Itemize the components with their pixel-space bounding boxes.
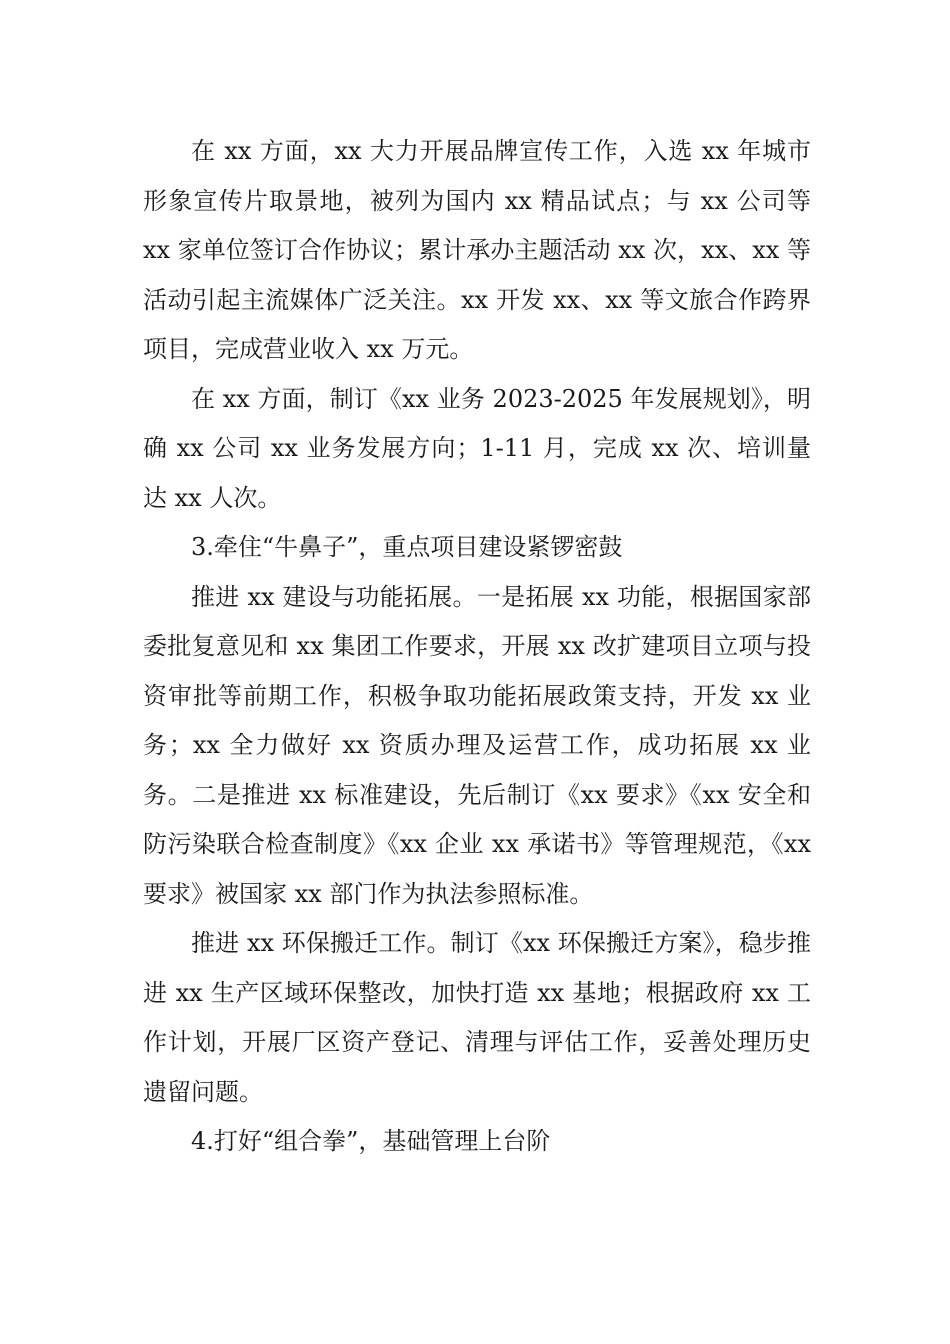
paragraph-relocation: 推进 xx 环保搬迁工作。制订《xx 环保搬迁方案》，稳步推进 xx 生产区域环保整改，加快打造 xx 基地；根据政府 xx 工作计划，开展厂区资产登记、清理与评估工作，妥善处理历史遗留问题。 xyxy=(143,929,811,1106)
section-heading-4: 4.打好“组合拳”，基础管理上台阶 xyxy=(191,1127,551,1155)
section-heading-3: 3.牵住“牛鼻子”，重点项目建设紧锣密鼓 xyxy=(191,533,623,561)
paragraph-brand-promotion: 在 xx 方面，xx 大力开展品牌宣传工作，入选 xx 年城市形象宣传片取景地，被列为国内 xx 精品试点；与 xx 公司等 xx 家单位签订合作协议；累计承办主题活动 xx 次，xx、xx 等活动引起主流媒体广泛关注。xx 开发 xx、xx 等文旅合作跨界项目，完成营业收入 xx 万元。 xyxy=(143,137,811,363)
paragraph-development-plan: 在 xx 方面，制订《xx 业务 2023-2025 年发展规划》，明确 xx 公司 xx 业务发展方向；1-11 月，完成 xx 次、培训量达 xx 人次。 xyxy=(143,384,811,512)
document-body xyxy=(143,127,811,1167)
paragraph-construction: 推进 xx 建设与功能拓展。一是拓展 xx 功能，根据国家部委批复意见和 xx 集团工作要求，开展 xx 改扩建项目立项与投资审批等前期工作，积极争取功能拓展政策支持，开发 xx 业务；xx 全力做好 xx 资质办理及运营工作，成功拓展 xx 业务。二是推进 xx 标准建设，先后制订《xx 要求》《xx 安全和防污染联合检查制度》《xx 企业 xx 承诺书》等管理规范，《xx 要求》被国家 xx 部门作为执法参照标准。 xyxy=(143,582,811,908)
